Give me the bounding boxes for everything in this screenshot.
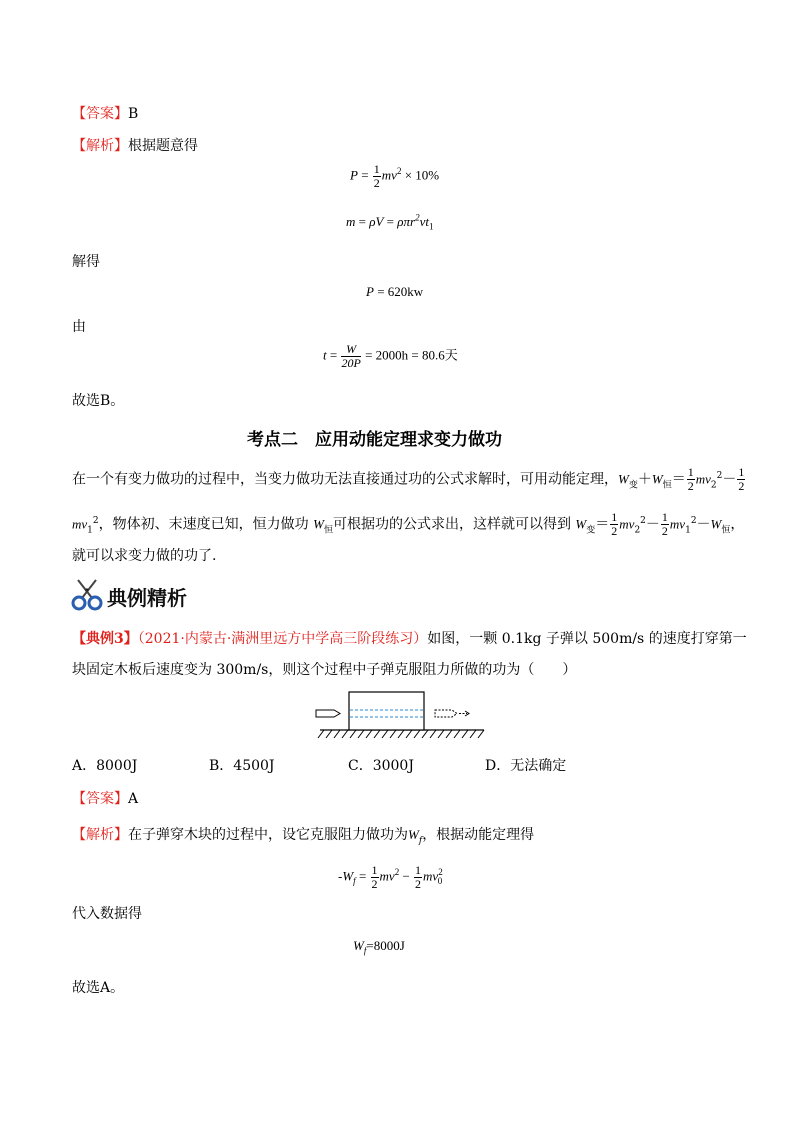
eq-term: = 620kw: [373, 284, 424, 299]
eq-sign: ＝: [595, 516, 610, 533]
eq-var: -W: [338, 868, 354, 884]
eq-subscript: 0: [437, 876, 443, 887]
fraction: [737, 466, 745, 493]
fraction-denominator: 2: [371, 877, 378, 891]
eq-sign: =: [326, 347, 341, 363]
example-line-2: 块固定木板后速度变为 300m/s，则这个过程中子弹克服阻力所做的功为（ ）: [72, 662, 577, 678]
eq-term: mv: [72, 516, 88, 532]
intro-line-2: $mv_1^2$，物体初、末速度已知，恒力做功 $W_恒$可根据功的公式求出，这样就可以得到 $W_变=$ $\frac{1}{2}$ $mv_2^2-$ $\frac{1}{2}$ $mv_1^2-W_恒$，: [72, 510, 745, 538]
eq-term: mv: [619, 516, 635, 532]
example-text: 如图，一颗 0.1kg 子弹以 500m/s 的速度打穿第一: [427, 631, 747, 647]
eq-term: = 2000h = 80.6天: [361, 347, 458, 363]
section-heading: 考点二 应用动能定理求变力做功: [247, 430, 502, 450]
eq-subscript: f: [353, 876, 356, 887]
eq-var: W: [353, 938, 364, 953]
example-line-1: [72, 628, 747, 648]
eq-term: mv: [669, 516, 686, 532]
fraction: [610, 511, 618, 538]
eq-term: ρV: [369, 214, 384, 229]
intro-text: 可根据功的公式求出，这样就可以得到: [332, 516, 576, 533]
fraction-numerator: 1: [371, 863, 378, 877]
equation-work-result: [353, 938, 405, 954]
fraction-denominator: 2: [738, 479, 745, 493]
eq-term: mv: [381, 167, 397, 183]
bullet-after: [435, 710, 457, 717]
answer-line-1: [72, 103, 138, 123]
fraction-denominator: 2: [687, 479, 694, 493]
eq-subscript: 2: [634, 525, 641, 536]
eq-subscript: 1: [428, 221, 434, 232]
eq-var: W: [618, 471, 629, 487]
analysis-line-1: [72, 135, 198, 155]
eq-sign: －: [645, 516, 660, 533]
equation-power: [350, 163, 439, 190]
eq-subscript: f: [363, 945, 367, 956]
choose-line-1: 故选B。: [72, 393, 125, 409]
fraction-numerator: 1: [373, 162, 380, 176]
analysis-line-2: [72, 824, 534, 844]
analysis-text: 根据题意得: [128, 138, 198, 154]
eq-sign: =: [355, 214, 370, 229]
eq-sign: －: [722, 471, 737, 488]
analysis-text-2: ，根据动能定理得: [422, 827, 535, 843]
fraction: [373, 163, 381, 190]
substitute-label: 代入数据得: [72, 906, 142, 922]
eq-term: mv: [423, 868, 439, 884]
eq-sign: =: [383, 214, 398, 229]
analysis-label: 【解析】: [72, 138, 128, 154]
option-d[interactable]: D．无法确定: [485, 758, 567, 774]
eq-var: m: [346, 214, 356, 229]
equation-mass: [346, 214, 433, 230]
fraction-numerator: W: [341, 343, 360, 357]
example-label: 【典例3】: [72, 631, 138, 647]
eq-subscript: 恒: [323, 525, 333, 536]
eq-superscript: 2: [438, 867, 443, 878]
eq-term: mv: [695, 471, 711, 487]
eq-subscript: f: [418, 835, 423, 846]
fraction-denominator: 2: [415, 877, 422, 891]
equation-power-result: [366, 284, 423, 300]
eq-superscript: 2: [415, 212, 420, 223]
eq-superscript: 2: [394, 867, 400, 878]
option-c[interactable]: C．3000J: [348, 758, 414, 774]
eq-subscript: 恒: [662, 480, 672, 491]
intro-line-1: [72, 466, 746, 493]
eq-term: ρπr: [397, 214, 416, 229]
bullet-board-diagram: [314, 686, 488, 740]
fraction: [414, 864, 422, 891]
solve-label: 解得: [72, 254, 100, 270]
eq-subscript: 1: [87, 525, 93, 536]
eq-subscript: 恒: [721, 525, 731, 536]
eq-subscript: 1: [685, 525, 691, 536]
eq-term: =8000J: [366, 938, 405, 953]
eq-superscript: 2: [716, 470, 723, 481]
choose-line-2: 故选A。: [72, 980, 125, 996]
fraction-denominator: 2: [661, 524, 668, 538]
bullet-before: [316, 710, 340, 717]
eq-var: W: [408, 827, 419, 842]
ground-hatching: [318, 730, 484, 738]
eq-subscript: 2: [710, 480, 717, 491]
eq-sign: －: [696, 516, 711, 533]
answer-label: 【答案】: [72, 791, 128, 807]
option-b[interactable]: B．4500J: [209, 758, 275, 774]
fraction-numerator: 1: [661, 510, 668, 524]
scissors-icon: [70, 576, 104, 612]
fraction-denominator: 2: [611, 524, 618, 538]
eq-sign: −: [399, 868, 414, 884]
answer-line-2: [72, 788, 138, 808]
eq-subscript: 变: [628, 480, 638, 491]
eq-var: W: [313, 516, 324, 532]
example-source: （2021·内蒙古·满洲里远方中学高三阶段练习）: [137, 631, 428, 647]
eq-var: W: [651, 471, 663, 487]
fraction: [661, 511, 669, 538]
equation-work-energy: [338, 864, 442, 891]
fraction: [687, 466, 695, 493]
wooden-board: [349, 692, 424, 730]
eq-var: W: [710, 516, 722, 532]
intro-text: 在一个有变力做功的过程中，当变力做功无法直接通过功的公式求解时，可用动能定理，: [72, 471, 618, 488]
fraction-numerator: 1: [611, 510, 618, 524]
answer-label: 【答案】: [72, 106, 128, 122]
eq-superscript: 2: [396, 166, 402, 177]
eq-sign: =: [357, 167, 372, 183]
eq-var: P: [350, 167, 358, 183]
eq-sign: ＝: [671, 471, 686, 488]
eq-tail: × 10%: [401, 167, 440, 183]
analysis-label: 【解析】: [72, 827, 128, 843]
fraction: [341, 343, 360, 370]
banner-title: 典例精析: [107, 586, 187, 610]
intro-line-3: 就可以求变力做的功了.: [72, 548, 217, 564]
fraction-numerator: 1: [687, 465, 694, 479]
eq-subscript: 变: [586, 525, 596, 536]
fraction-numerator: 1: [415, 863, 422, 877]
option-a[interactable]: A．8000J: [72, 758, 138, 774]
intro-text: ，物体初、末速度已知，恒力做功: [98, 516, 314, 533]
eq-var: P: [366, 284, 374, 299]
fraction-numerator: 1: [738, 465, 745, 479]
eq-term: mv: [379, 868, 395, 884]
fraction: [371, 864, 379, 891]
eq-term: vt: [419, 214, 429, 229]
answer-value: B: [128, 106, 139, 122]
eq-sign: =: [355, 868, 370, 884]
fraction-denominator: 2: [373, 176, 380, 190]
eq-var: W: [575, 516, 587, 532]
equation-time: [323, 343, 458, 370]
eq-sign: ＋: [637, 471, 652, 488]
eq-superscript: 2: [640, 515, 646, 526]
example-banner: [70, 576, 200, 612]
by-label: 由: [72, 319, 86, 335]
eq-var: t: [323, 347, 327, 363]
fraction-denominator: 20P: [341, 356, 361, 370]
answer-value: A: [128, 791, 139, 807]
analysis-text: 在子弹穿木块的过程中，设它克服阻力做功为: [128, 827, 408, 843]
eq-superscript: 2: [92, 515, 99, 526]
eq-superscript: 2: [690, 515, 697, 526]
